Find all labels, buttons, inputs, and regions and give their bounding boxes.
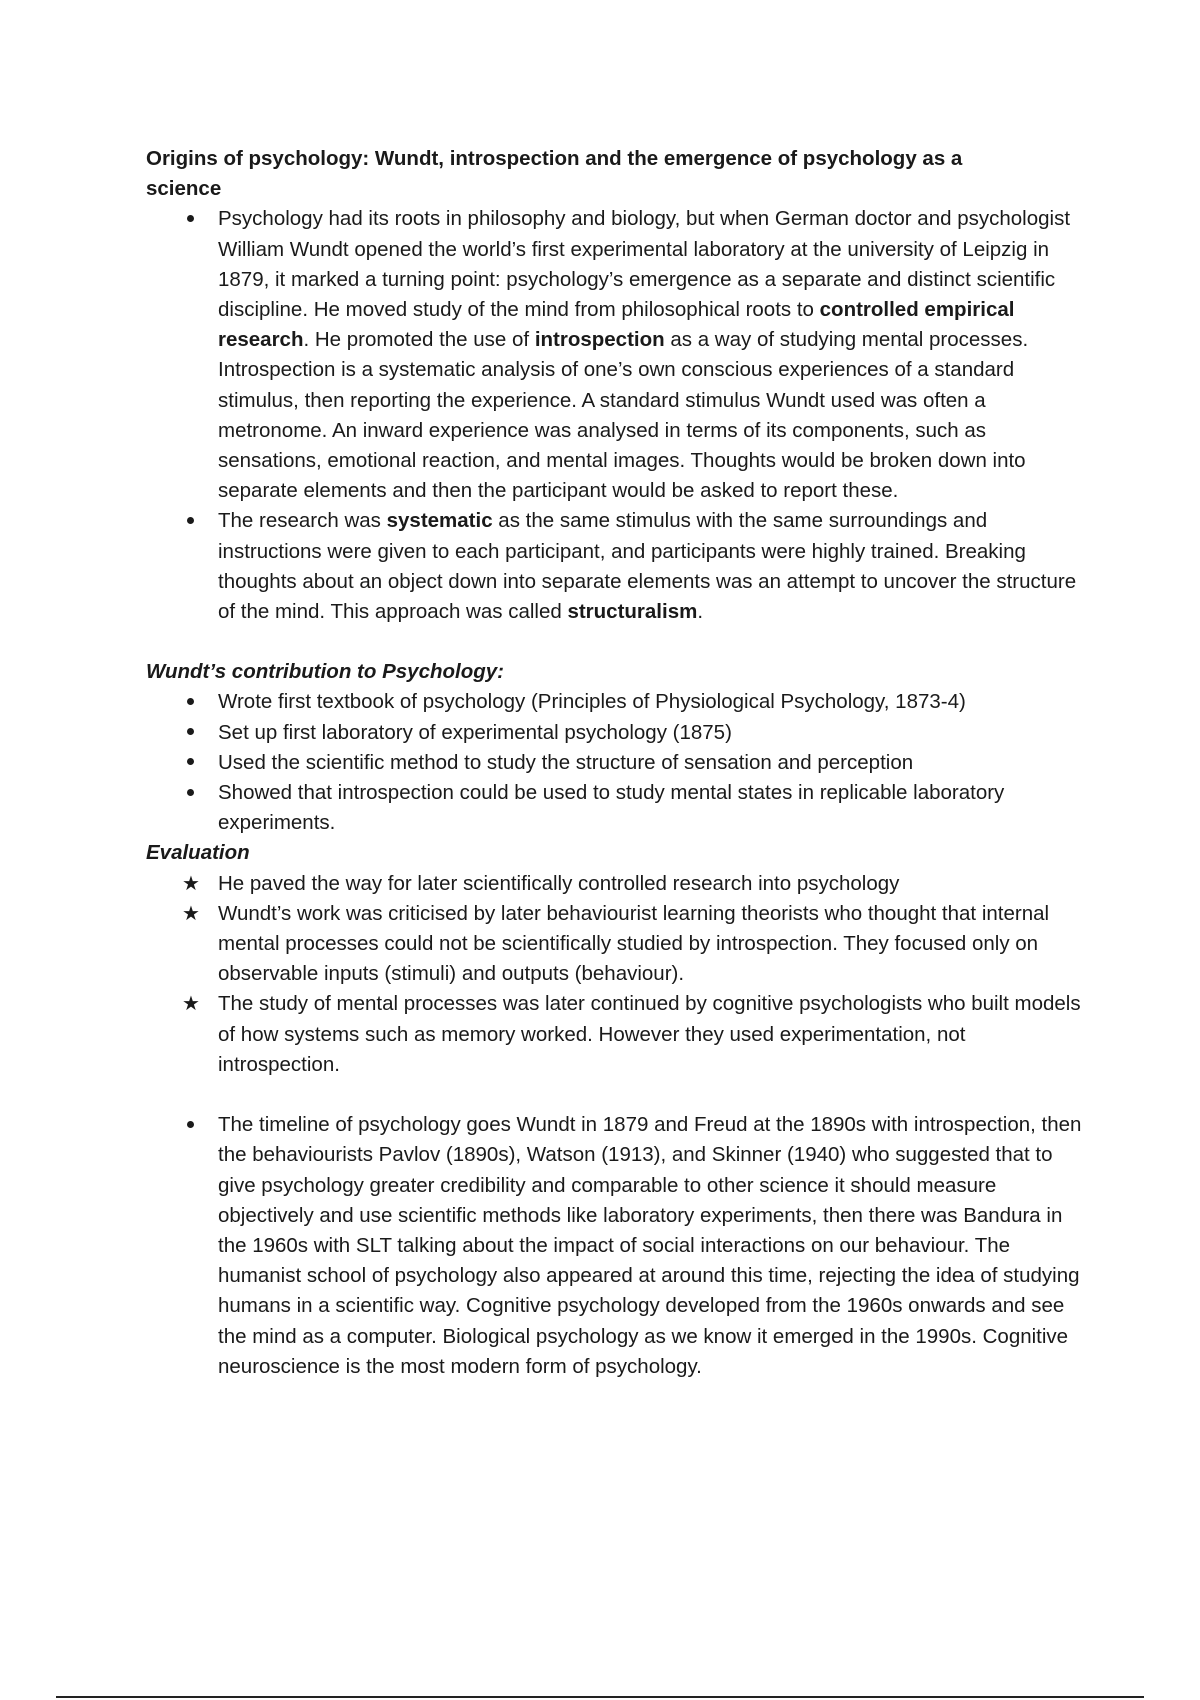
contribution-item: Used the scientific method to study the structure of sensation and perception [146, 748, 1086, 778]
bullet-icon [182, 748, 198, 778]
evaluation-list [146, 869, 1086, 1080]
contribution-item: Set up first laboratory of experimental psychology (1875) [146, 718, 1086, 748]
evaluation-item: ★ Wundt’s work was criticised by later behaviourist learning theorists who thought that internal mental processes could not be scientifically studied by introspection. They focused only on observable inputs (stimuli) and outputs (behaviour). [146, 899, 1086, 990]
evaluation-heading: Evaluation [146, 841, 250, 865]
bullet-icon [182, 506, 198, 536]
title-line-2: science [146, 177, 222, 201]
spacer [146, 627, 1086, 657]
bullet-icon [182, 687, 198, 717]
footer-divider [56, 1696, 1144, 1698]
bold-controlled-empirical-research: controlled empirical research [218, 298, 1015, 352]
document-page [146, 144, 1086, 1382]
bullet-icon [182, 1110, 198, 1140]
intro-list [146, 204, 1086, 627]
contribution-item: Showed that introspection could be used to study mental states in replicable laboratory experiments. [146, 778, 1086, 838]
contribution-list [146, 687, 1086, 838]
star-icon: ★ [182, 902, 200, 925]
star-icon: ★ [182, 872, 200, 895]
title-line-1: Origins of psychology: Wundt, introspection and the emergence of psychology as a [146, 147, 963, 170]
evaluation-item: ★ The study of mental processes was later continued by cognitive psychologists who built models of how systems such as memory worked. However they used experimentation, not introspection. [146, 989, 1086, 1080]
star-icon: ★ [182, 993, 200, 1016]
page-title [146, 144, 1086, 204]
bold-systematic: systematic [386, 509, 493, 533]
bold-introspection: introspection [534, 328, 665, 352]
bold-structuralism: structuralism [567, 600, 698, 624]
timeline-list [146, 1110, 1086, 1382]
bullet-icon [182, 204, 198, 234]
intro-bullet-2: The research was systematic as the same stimulus with the same surroundings and instructions were given to each participant, and participants were highly trained. Breaking thoughts about an object down into separate elements was an attempt to uncover the structure of the mind. This approach was called structuralism. [146, 506, 1086, 627]
intro-bullet-1: Psychology had its roots in philosophy and biology, but when German doctor and psychologist William Wundt opened the world’s first experimental laboratory at the university of Leipzig in 1879, it marked a turning point: psychology’s emergence as a separate and distinct scientific discipline. He moved study of the mind from philosophical roots to controlled empirical research. He promoted the use of introspection as a way of studying mental processes. Introspection is a systematic analysis of one’s own conscious experiences of a standard stimulus, then reporting the experience. A standard stimulus Wundt used was often a metronome. An inward experience was analysed in terms of its components, such as sensations, emotional reaction, and mental images. Thoughts would be broken down into separate elements and then the participant would be asked to report these. [146, 204, 1086, 506]
contribution-item: Wrote first textbook of psychology (Principles of Physiological Psychology, 1873-4) [146, 687, 1086, 717]
bullet-icon [182, 718, 198, 748]
bullet-icon [182, 778, 198, 808]
timeline-bullet: The timeline of psychology goes Wundt in 1879 and Freud at the 1890s with introspection, then the behaviourists Pavlov (1890s), Watson (1913), and Skinner (1940) who suggested that to give psychology greater credibility and comparable to other science it should measure objectively and use scientific methods like laboratory experiments, then there was Bandura in the 1960s with SLT talking about the impact of social interactions on our behaviour. The humanist school of psychology also appeared at around this time, rejecting the idea of studying humans in a scientific way. Cognitive psychology developed from the 1960s onwards and see the mind as a computer. Biological psychology as we know it emerged in the 1990s. Cognitive neuroscience is the most modern form of psychology. [146, 1110, 1086, 1382]
spacer [146, 1080, 1086, 1110]
contribution-heading: Wundt’s contribution to Psychology: [146, 660, 504, 684]
evaluation-item: ★ He paved the way for later scientifically controlled research into psychology [146, 869, 1086, 899]
